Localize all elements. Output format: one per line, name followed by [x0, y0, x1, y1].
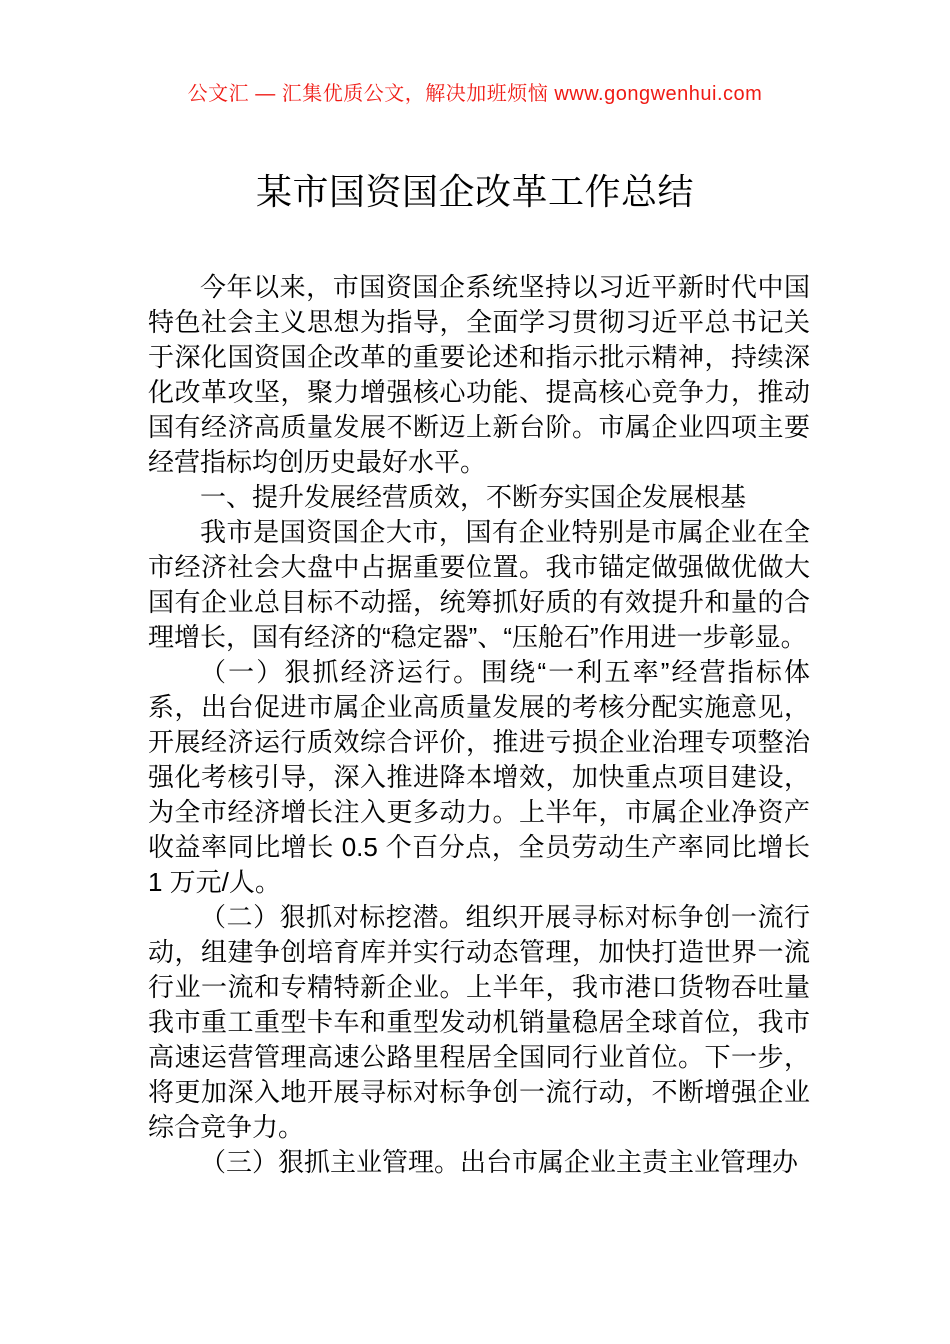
document-body	[148, 270, 810, 1180]
body-paragraph-item-2: （二）狠抓对标挖潜。组织开展寻标对标争创一流行动，组建争创培育库并实行动态管理，加快打造世界一流行业一流和专精特新企业。上半年，我市港口货物吞吐量我市重工重型卡车和重型发动机销量稳居全球首位，我市高速运营管理高速公路里程居全国同行业首位。下一步，将更加深入地开展寻标对标争创一流行动，不断增强企业综合竞争力。	[148, 902, 810, 1142]
body-paragraph-item-1: （一）狠抓经济运行。围绕“一利五率”经营指标体系，出台促进市属企业高质量发展的考核分配实施意见，开展经济运行质效综合评价，推进亏损企业治理专项整治强化考核引导，深入推进降本增效，加快重点项目建设，为全市经济增长注入更多动力。上半年，市属企业净资产收益率同比增长 0.5 个百分点，全员劳动生产率同比增长 1 万元/人。	[148, 657, 810, 897]
watermark-banner	[0, 0, 950, 106]
body-paragraph-item-3: （三）狠抓主业管理。出台市属企业主责主业管理办	[200, 1147, 799, 1177]
body-paragraph-intro: 今年以来，市国资国企系统坚持以习近平新时代中国特色社会主义思想为指导，全面学习贯彻习近平总书记关于深化国资国企改革的重要论述和指示批示精神，持续深化改革攻坚，聚力增强核心功能、提高核心竞争力，推动国有经济高质量发展不断迈上新台阶。市属企业四项主要经营指标均创历史最好水平。	[148, 272, 810, 477]
body-paragraph-overview: 我市是国资国企大市，国有企业特别是市属企业在全市经济社会大盘中占据重要位置。我市锚定做强做优做大国有企业总目标不动摇，统筹抓好质的有效提升和量的合理增长，国有经济的“稳定器”、“压舱石”作用进一步彰显。	[148, 517, 810, 652]
document-title: 某市国资国企改革工作总结	[255, 171, 694, 212]
watermark-text: 公文汇 — 汇集优质公文，解决加班烦恼 www.gongwenhui.com	[187, 83, 763, 105]
section-heading-1: 一、提升发展经营质效，不断夯实国企发展根基	[200, 482, 747, 512]
